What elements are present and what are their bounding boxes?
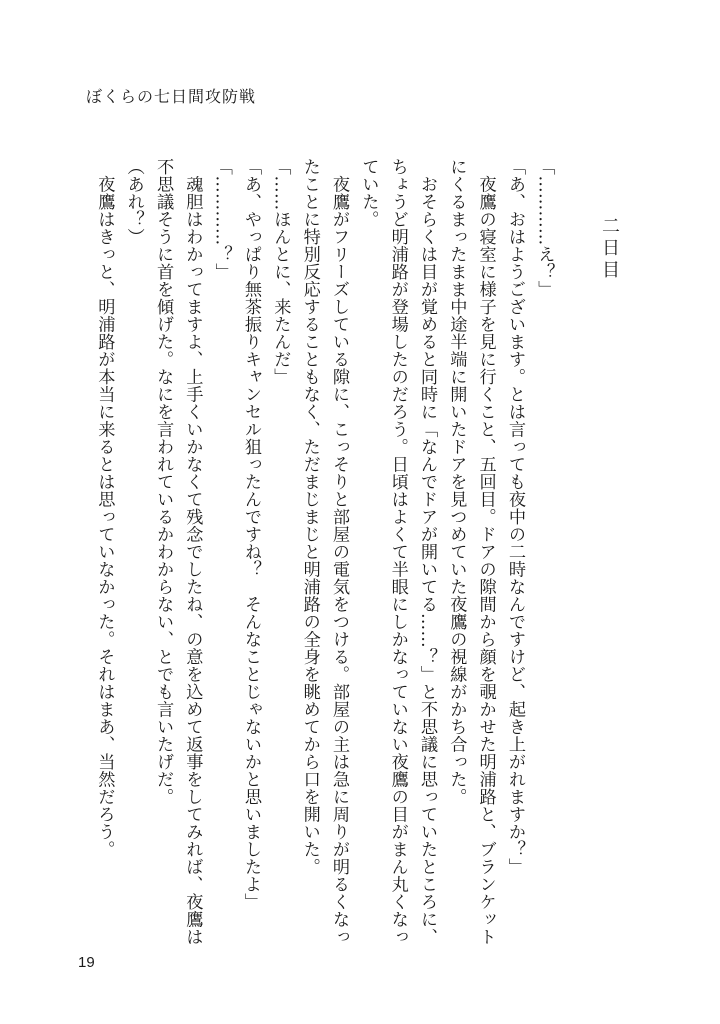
text-line: 「あ、やっぱり無茶振りキャンセル狙ったんですね？ そんなことじゃないかと思いましたよ」 [241, 158, 262, 911]
text-line: 夜鷹がフリーズしている隙に、こっそりと部屋の電気をつける。部屋の主は急に周りが明るくなっ [329, 158, 350, 946]
text-line: おそらくは目が覚めると同時に「なんでドアが開いてる……？」と不思議に思っていたところに、 [417, 158, 437, 946]
text-line: 「……ほんとに、来たんだ」 [270, 158, 291, 386]
text-line: 不思議そうに首を傾げた。なにを言われているかわからない、とでも言いたげだ。 [153, 158, 174, 806]
text-line: 「あ、おはようございます。とは言っても夜中の二時なんですけど、起き上がれますか？」 [504, 158, 525, 876]
text-line: ちょうど明浦路が登場したのだろう。日頃はよくて半眼にしかなっていない夜鷹の目がまん丸くなっ [387, 158, 408, 946]
text-line: 「…………？」 [211, 158, 232, 281]
blank-line [558, 158, 559, 918]
text-line: ていた。 [358, 158, 379, 228]
text-line: たことに特別反応することもなく、ただまじまじと明浦路の全身を眺めてから口を開いた。 [299, 158, 320, 876]
text-line: 「…………え？」 [534, 158, 555, 298]
running-head: ぼくらの七日間攻防戦 [86, 87, 257, 106]
vertical-text-body [89, 158, 624, 946]
text-line: 夜鷹はきっと、明浦路が本当に来るとは思っていなかった。それはまあ、当然だろう。 [94, 158, 115, 858]
text-line: 魂胆はわかってますよ、上手くいかなくて残念でしたね、の意を込めて返事をしてみれば、夜鷹は [182, 158, 203, 946]
text-line: 夜鷹の寝室に様子を見に行くこと、五回目。ドアの隙間から顔を覗かせた明浦路と、ブランケット [475, 158, 496, 946]
text-line: にくるまったまま中途半端に開いたドアを見つめていた夜鷹の視線がかち合った。 [446, 158, 467, 806]
page-number: 19 [78, 954, 95, 971]
chapter-title: 二日目 [599, 216, 620, 282]
text-line: （あれ？） [123, 158, 144, 246]
